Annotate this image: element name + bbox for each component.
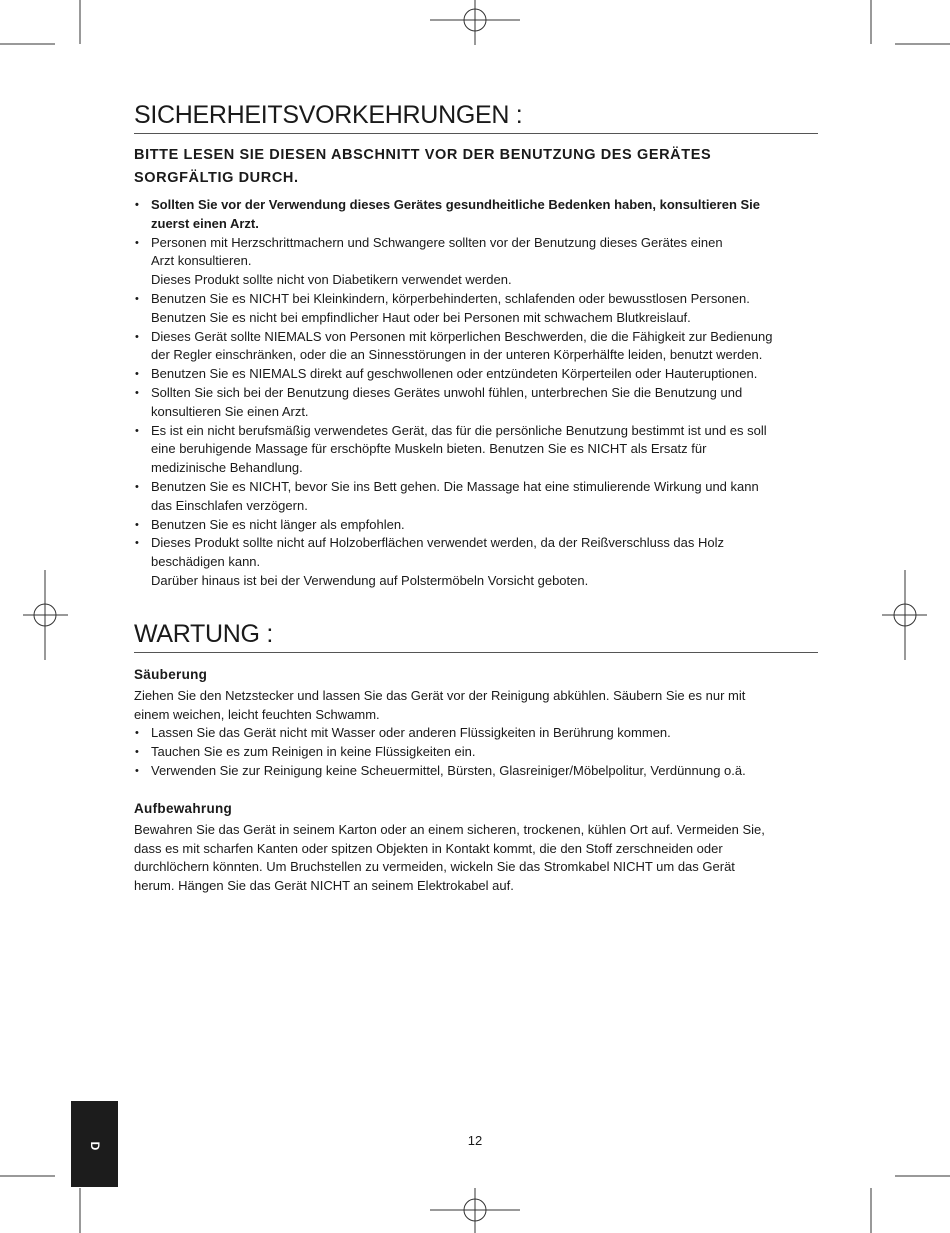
item-line: • Dieses Gerät sollte NIEMALS von Personen mit körperlichen Beschwerden, die die Fähigkeit zur Bedienung bbox=[151, 328, 773, 344]
safety-subtitle-line: SORGFÄLTIG DURCH. bbox=[134, 170, 299, 186]
item-line: • Benutzen Sie es NICHT bei Kleinkindern, körperbehinderten, schlafenden oder bewusstlosen Personen. bbox=[151, 290, 750, 306]
item-line: • Personen mit Herzschrittmachern und Schwangere sollten vor der Benutzung dieses Gerätes einen bbox=[151, 234, 723, 250]
paragraph-line: durchlöchern könnten. Um Bruchstellen zu vermeiden, wickeln Sie das Stromkabel NICHT um das Gerät bbox=[134, 859, 735, 875]
page-content bbox=[134, 100, 818, 896]
list-item bbox=[134, 196, 818, 234]
list-item bbox=[134, 384, 818, 422]
item-line: eine beruhigende Massage für erschöpfte Muskeln bieten. Benutzen Sie es NICHT als Ersatz für bbox=[151, 441, 707, 457]
item-line: • Sollten Sie sich bei der Benutzung dieses Gerätes unwohl fühlen, unterbrechen Sie die Benutzung und bbox=[151, 384, 743, 400]
item-line: das Einschlafen verzögern. bbox=[151, 497, 308, 513]
safety-subtitle-line: BITTE LESEN SIE DIESEN ABSCHNITT VOR DER BENUTZUNG DES GERÄTES bbox=[134, 147, 712, 163]
paragraph-line: dass es mit scharfen Kanten oder spitzen Objekten in Kontakt kommt, die den Stoff zerschneiden oder bbox=[134, 840, 723, 856]
storage-heading: Aufbewahrung bbox=[134, 800, 233, 816]
safety-subtitle bbox=[134, 144, 818, 190]
list-item: • Lassen Sie das Gerät nicht mit Wasser oder anderen Flüssigkeiten in Berührung kommen. bbox=[134, 724, 818, 743]
cleaning-heading: Säuberung bbox=[134, 666, 208, 682]
cleaning-list bbox=[134, 724, 818, 780]
paragraph-line: herum. Hängen Sie das Gerät NICHT an seinem Elektrokabel auf. bbox=[134, 878, 514, 894]
list-item bbox=[134, 422, 818, 478]
list-item: • Verwenden Sie zur Reinigung keine Scheuermittel, Bürsten, Glasreiniger/Möbelpolitur, Verdünnung o.ä. bbox=[134, 762, 818, 781]
item-line: der Regler einschränken, oder die an Sinnesstörungen in der unteren Körperhälfte leiden, benutzt werden. bbox=[151, 347, 763, 363]
safety-list bbox=[134, 196, 818, 591]
item-line: konsultieren Sie einen Arzt. bbox=[151, 403, 309, 419]
list-item bbox=[134, 328, 818, 366]
list-item bbox=[134, 365, 818, 384]
safety-title: SICHERHEITSVORKEHRUNGEN : bbox=[134, 100, 818, 134]
item-line: • Benutzen Sie es nicht länger als empfohlen. bbox=[151, 516, 405, 532]
list-item bbox=[134, 516, 818, 535]
item-line: • Es ist ein nicht berufsmäßig verwendetes Gerät, das für die persönliche Benutzung bestimmt ist und es soll bbox=[151, 422, 767, 438]
item-line: • Dieses Produkt sollte nicht auf Holzoberflächen verwendet werden, da der Reißverschluss das Holz bbox=[151, 535, 725, 551]
item-line: Darüber hinaus ist bei der Verwendung auf Polstermöbeln Vorsicht geboten. bbox=[151, 572, 589, 588]
list-item bbox=[134, 534, 818, 590]
list-item bbox=[134, 234, 818, 290]
item-line: • Sollten Sie vor der Verwendung dieses Gerätes gesundheitliche Bedenken haben, konsultieren Sie bbox=[151, 197, 761, 212]
item-line: zuerst einen Arzt. bbox=[151, 215, 259, 231]
paragraph-line: Ziehen Sie den Netzstecker und lassen Sie das Gerät vor der Reinigung abkühlen. Säubern Sie es nur mit bbox=[134, 687, 746, 703]
item-line: medizinische Behandlung. bbox=[151, 460, 303, 476]
item-line: Arzt konsultieren. bbox=[151, 253, 252, 269]
item-line: • Benutzen Sie es NIEMALS direkt auf geschwollenen oder entzündeten Körperteilen oder Hauteruptionen. bbox=[151, 366, 758, 382]
maintenance-title: WARTUNG : bbox=[134, 619, 818, 653]
item-line: • Benutzen Sie es NICHT, bevor Sie ins Bett gehen. Die Massage hat eine stimulierende Wirkung und kann bbox=[151, 478, 759, 494]
language-tab-label: D bbox=[87, 1141, 102, 1151]
page-number: 12 bbox=[467, 1133, 483, 1148]
cleaning-intro bbox=[134, 687, 818, 725]
item-line: Dieses Produkt sollte nicht von Diabetikern verwendet werden. bbox=[151, 272, 512, 288]
list-item bbox=[134, 290, 818, 328]
item-line: beschädigen kann. bbox=[151, 554, 261, 570]
paragraph-line: einem weichen, leicht feuchten Schwamm. bbox=[134, 706, 380, 722]
storage-paragraph bbox=[134, 821, 818, 896]
list-item bbox=[134, 478, 818, 516]
list-item: • Tauchen Sie es zum Reinigen in keine Flüssigkeiten ein. bbox=[134, 743, 818, 762]
paragraph-line: Bewahren Sie das Gerät in seinem Karton oder an einem sicheren, trockenen, kühlen Ort auf. Vermeiden Sie, bbox=[134, 821, 765, 837]
item-line: Benutzen Sie es nicht bei empfindlicher Haut oder bei Personen mit schwachem Blutkreislauf. bbox=[151, 309, 691, 325]
